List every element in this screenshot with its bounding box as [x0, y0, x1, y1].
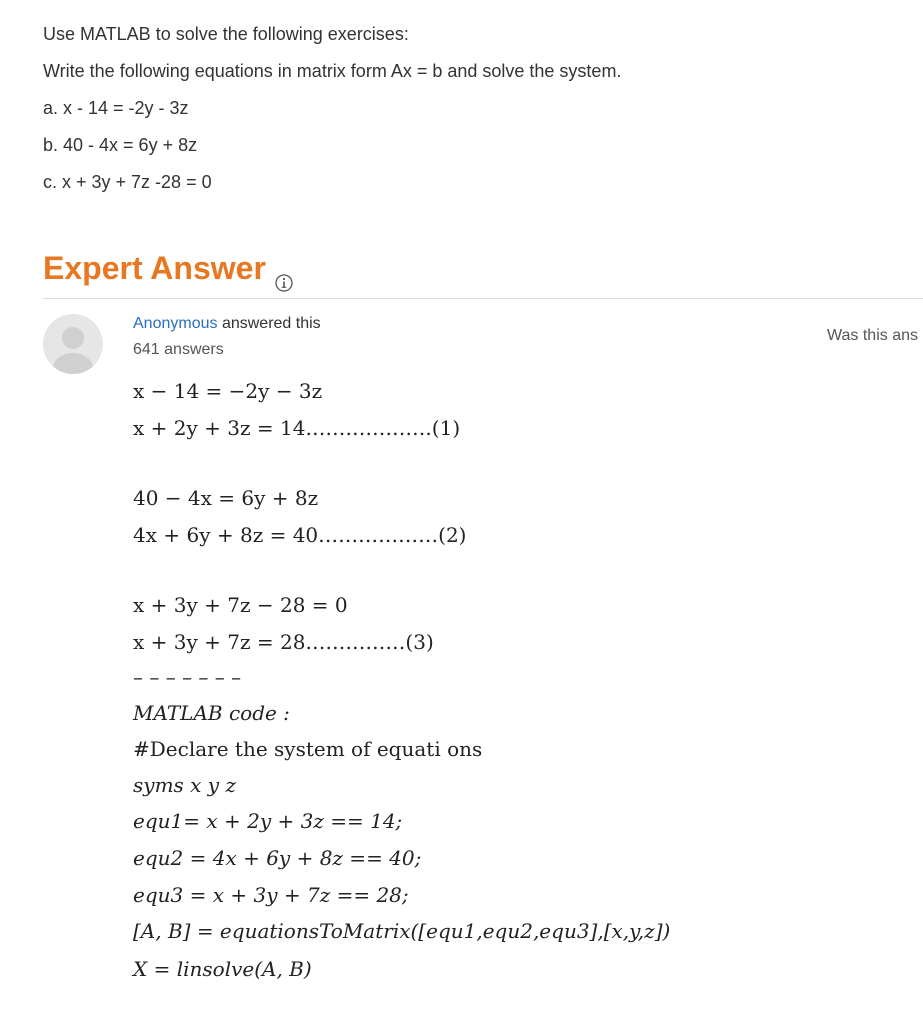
code-equ2: equ2 = 4x + 6y + 8z == 40; [133, 846, 422, 870]
question-item-a: a. x - 14 = -2y - 3z [43, 98, 189, 118]
question-instruction: Write the following equations in matrix form Ax = b and solve the system. [43, 61, 622, 81]
answer-author [133, 314, 321, 334]
code-syms: syms x y z [133, 773, 236, 797]
expert-answer-heading [43, 250, 293, 287]
code-equ3: equ3 = x + 3y + 7z == 28; [133, 883, 409, 907]
code-comment: #Declare the system of equati ons [133, 737, 483, 761]
question-item-c: c. x + 3y + 7z -28 = 0 [43, 172, 212, 192]
author-action-text: answered this [217, 315, 321, 332]
helpful-prompt: Was this ans [827, 327, 918, 344]
math-separator: – – – – – – – [133, 665, 242, 689]
author-name-link[interactable]: Anonymous [133, 315, 218, 332]
math-line-3: 40 − 4x = 6y + 8z [133, 486, 319, 510]
math-line-5: x + 3y + 7z − 28 = 0 [133, 593, 348, 617]
math-line-1: x − 14 = −2y − 3z [133, 379, 323, 403]
math-line-2: x + 2y + 3z = 14……………….(1) [133, 416, 461, 440]
question-item-b: b. 40 - 4x = 6y + 8z [43, 135, 198, 155]
matlab-code-label: MATLAB code : [133, 701, 290, 725]
answer-count: 641 answers [133, 341, 224, 358]
expert-answer-title: Expert Answer [43, 250, 266, 286]
math-line-4: 4x + 6y + 8z = 40………………(2) [133, 523, 467, 547]
user-avatar-icon [43, 314, 103, 374]
question-intro: Use MATLAB to solve the following exercises: [43, 24, 409, 44]
code-equations-to-matrix: [A, B] = equationsToMatrix([equ1,equ2,equ3],[x,y,z]) [133, 919, 671, 943]
section-divider [43, 298, 923, 299]
code-linsolve: X = linsolve(A, B) [133, 957, 312, 981]
code-equ1: equ1= x + 2y + 3z == 14; [133, 809, 403, 833]
info-icon[interactable] [275, 263, 293, 281]
math-line-6: x + 3y + 7z = 28……………(3) [133, 630, 434, 654]
